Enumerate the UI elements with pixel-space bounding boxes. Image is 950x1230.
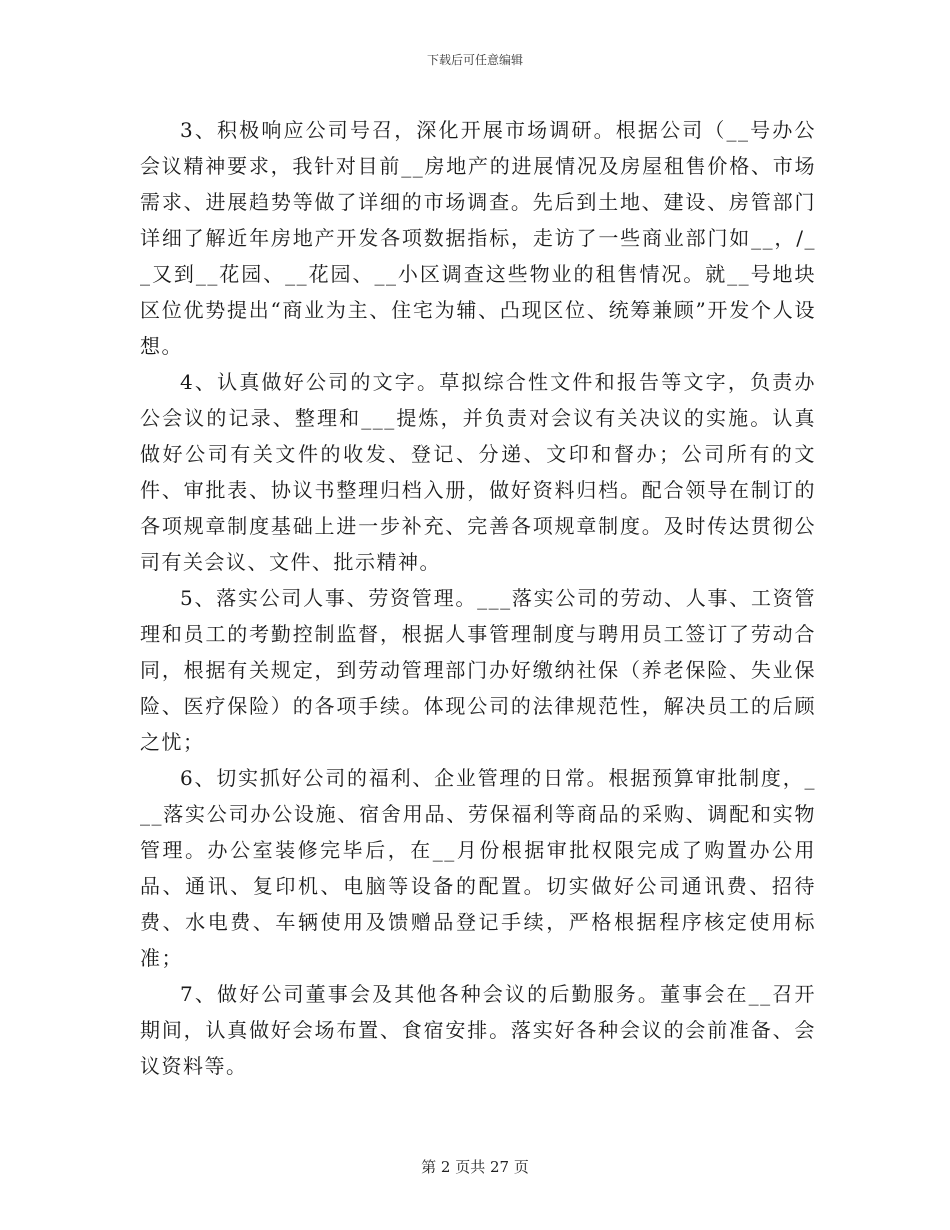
paragraph-item-3: 3、积极响应公司号召，深化开展市场调研。根据公司（__号办公会议精神要求，我针对目前__房地产的进展情况及房屋租售价格、市场需求、进展趋势等做了详细的市场调查。先后到土地、建设、房管部门详细了解近年房地产开发各项数据指标，走访了一些商业部门如__，/__又到__花园、__花园、__小区调查这些物业的租售情况。就__号地块区位优势提出“商业为主、住宅为辅、凸现区位、统筹兼顾”开发个人设想。 — [140, 118, 816, 358]
paragraph-item-6: 6、切实抓好公司的福利、企业管理的日常。根据预算审批制度，___落实公司办公设施、宿舍用品、劳保福利等商品的采购、调配和实物管理。办公室装修完毕后，在__月份根据审批权限完成了购置办公用品、通讯、复印机、电脑等设备的配置。切实做好公司通讯费、招待费、水电费、车辆使用及馈赠品登记手续，严格根据程序核定使用标准； — [140, 766, 816, 970]
paragraph-item-7: 7、做好公司董事会及其他各种会议的后勤服务。董事会在__召开期间，认真做好会场布置、食宿安排。落实好各种会议的会前准备、会议资料等。 — [140, 982, 816, 1078]
paragraph-item-4: 4、认真做好公司的文字。草拟综合性文件和报告等文字，负责办公会议的记录、整理和___提炼，并负责对会议有关决议的实施。认真做好公司有关文件的收发、登记、分递、文印和督办；公司所有的文件、审批表、协议书整理归档入册，做好资料归档。配合领导在制订的各项规章制度基础上进一步补充、完善各项规章制度。及时传达贯彻公司有关会议、文件、批示精神。 — [140, 370, 816, 574]
page-header: 下载后可任意编辑 — [426, 53, 523, 67]
document-body — [140, 112, 816, 1084]
page-number-footer: 第 2 页共 27 页 — [421, 1158, 529, 1176]
paragraph-item-5: 5、落实公司人事、劳资管理。___落实公司的劳动、人事、工资管理和员工的考勤控制监督，根据人事管理制度与聘用员工签订了劳动合同，根据有关规定，到劳动管理部门办好缴纳社保（养老保险、失业保险、医疗保险）的各项手续。体现公司的法律规范性，解决员工的后顾之忧； — [140, 586, 816, 754]
